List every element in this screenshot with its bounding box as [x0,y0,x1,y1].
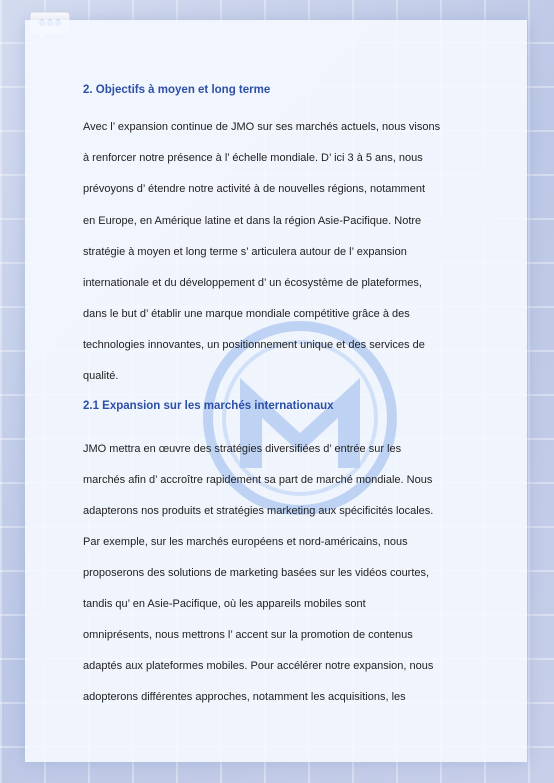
paragraph-line: omniprésents, nous mettrons l’ accent sur la promotion de contenus [83,629,413,641]
paragraph-line: dans le but d’ établir une marque mondiale compétitive grâce à des [83,308,410,320]
subsection-heading: 2.1 Expansion sur les marchés internationaux [83,400,334,412]
paragraph-line: marchés afin d’ accroître rapidement sa part de marché mondiale. Nous [83,474,433,486]
paragraph-line: stratégie à moyen et long terme s’ articulera autour de l’ expansion [83,246,407,258]
paragraph-line: tandis qu’ en Asie-Pacifique, où les appareils mobiles sont [83,598,366,610]
paragraph-line: technologies innovantes, un positionnement unique et des services de [83,339,425,351]
paragraph-line: prévoyons d’ étendre notre activité à de nouvelles régions, notamment [83,183,426,195]
section-heading: 2. Objectifs à moyen et long terme [83,84,271,96]
paragraph-line: à renforcer notre présence à l’ échelle mondiale. D’ ici 3 à 5 ans, nous [83,152,423,164]
paragraph-line: adapterons nos produits et stratégies marketing aux spécificités locales. [83,505,434,517]
paragraph-line: internationale et du développement d’ un écosystème de plateformes, [83,277,422,289]
paragraph-line: Avec l’ expansion continue de JMO sur ses marchés actuels, nous visons [83,121,441,133]
paragraph-line: adopterons différentes approches, notamment les acquisitions, les [83,691,406,703]
paragraph-line: proposerons des solutions de marketing basées sur les vidéos courtes, [83,567,430,579]
paragraph-line: Par exemple, sur les marchés européens et nord-américains, nous [83,536,408,548]
paragraph-line: qualité. [83,370,119,382]
paragraph-line: en Europe, en Amérique latine et dans la région Asie-Pacifique. Notre [83,215,422,227]
paragraph-line: JMO mettra en œuvre des stratégies diversifiées d’ entrée sur les [83,443,402,455]
document-page [25,20,527,762]
paragraph-line: adaptés aux plateformes mobiles. Pour accélérer notre expansion, nous [83,660,434,672]
